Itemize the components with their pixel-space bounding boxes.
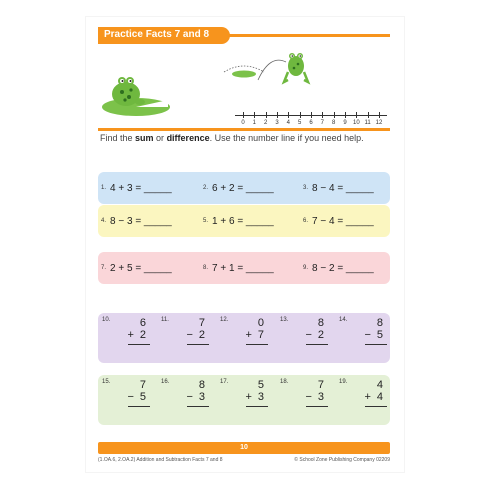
problem-bottom-number: 3 xyxy=(317,391,324,403)
problem-number: 12. xyxy=(220,317,229,323)
problem-row xyxy=(98,375,390,425)
problem-operator: + xyxy=(127,329,134,341)
problem-operator: − xyxy=(127,391,134,403)
problem-top-number: 0 xyxy=(257,317,264,329)
problem-bottom-line xyxy=(305,329,324,341)
problem-operator: + xyxy=(364,391,371,403)
problem-bottom-number: 3 xyxy=(198,391,205,403)
problem-bottom-line xyxy=(127,329,146,341)
problem-operator: − xyxy=(364,329,371,341)
problem-number: 7. xyxy=(101,265,107,271)
number-line-label: 9 xyxy=(343,120,347,126)
problem-number: 10. xyxy=(102,317,111,323)
horizontal-problem[interactable] xyxy=(303,205,374,237)
answer-line xyxy=(187,406,209,407)
number-line-tick xyxy=(311,112,312,118)
number-line-tick xyxy=(288,112,289,118)
problem-expression: 8 − 4 = _____ xyxy=(312,182,374,194)
problem-expression: 7 + 1 = _____ xyxy=(212,262,274,274)
problem-number: 9. xyxy=(303,265,309,271)
problem-number: 16. xyxy=(161,379,170,385)
vertical-problem[interactable] xyxy=(339,317,395,357)
problem-row xyxy=(98,252,390,284)
problem-number: 2. xyxy=(203,185,209,191)
problem-bottom-line xyxy=(186,329,205,341)
problem-bottom-number: 2 xyxy=(198,329,205,341)
problem-row xyxy=(98,205,390,237)
problem-number: 19. xyxy=(339,379,348,385)
problem-operator: − xyxy=(305,329,312,341)
problem-bottom-line xyxy=(364,329,383,341)
answer-line xyxy=(365,344,387,345)
problem-number: 17. xyxy=(220,379,229,385)
number-line-label: 6 xyxy=(309,120,313,126)
horizontal-problem[interactable] xyxy=(303,252,374,284)
answer-line xyxy=(128,344,150,345)
number-line-tick xyxy=(300,112,301,118)
problem-bottom-line xyxy=(364,391,383,403)
problem-operator: − xyxy=(186,329,193,341)
problem-number: 4. xyxy=(101,218,107,224)
number-line-label: 8 xyxy=(331,120,336,126)
problem-top-number: 7 xyxy=(317,379,324,391)
vertical-problem[interactable] xyxy=(280,317,336,357)
page-title: Practice Facts 7 and 8 xyxy=(104,29,210,40)
problem-top-number: 7 xyxy=(139,379,146,391)
problem-bottom-number: 5 xyxy=(139,391,146,403)
answer-line xyxy=(246,406,268,407)
jumping-frog-icon xyxy=(284,53,308,82)
problem-expression: 4 + 3 = _____ xyxy=(110,182,172,194)
number-line-tick xyxy=(277,112,278,118)
problem-number: 8. xyxy=(203,265,209,271)
problem-bottom-number: 2 xyxy=(317,329,324,341)
problem-top-number: 4 xyxy=(376,379,383,391)
number-line-tick xyxy=(345,112,346,118)
problem-top-number: 8 xyxy=(376,317,383,329)
header-rule xyxy=(98,128,390,131)
horizontal-problem[interactable] xyxy=(303,172,374,204)
number-line-label: 1 xyxy=(252,120,256,126)
problem-bottom-number: 2 xyxy=(139,329,146,341)
number-line-label: 7 xyxy=(320,120,324,126)
footer-bar xyxy=(98,442,390,454)
horizontal-problem[interactable] xyxy=(101,205,172,237)
instruction-text xyxy=(100,133,364,143)
answer-line xyxy=(365,406,387,407)
problem-row xyxy=(98,313,390,363)
problem-operator: + xyxy=(245,391,252,403)
problem-number: 14. xyxy=(339,317,348,323)
number-line-tick xyxy=(243,112,244,118)
problem-expression: 1 + 6 = _____ xyxy=(212,215,274,227)
publisher-note: © School Zone Publishing Company 02209 xyxy=(294,457,390,463)
answer-line xyxy=(187,344,209,345)
number-line-tick xyxy=(322,112,323,118)
problem-number: 13. xyxy=(280,317,289,323)
problem-top-number: 5 xyxy=(257,379,264,391)
small-lily-pad-icon xyxy=(232,71,256,78)
answer-line xyxy=(128,406,150,407)
problem-expression: 7 − 4 = _____ xyxy=(312,215,374,227)
instruction-sum: sum xyxy=(135,133,154,143)
number-line-tick xyxy=(254,112,255,118)
problem-number: 11. xyxy=(161,317,169,323)
problem-number: 5. xyxy=(203,218,209,224)
vertical-problem[interactable] xyxy=(161,317,217,357)
number-line-label: 12 xyxy=(375,120,383,126)
horizontal-problem[interactable] xyxy=(203,252,274,284)
problem-top-number: 6 xyxy=(139,317,146,329)
problem-expression: 2 + 5 = _____ xyxy=(110,262,172,274)
page-number: 10 xyxy=(240,444,248,451)
number-line xyxy=(235,111,387,129)
vertical-problem[interactable] xyxy=(161,379,217,419)
title-banner xyxy=(98,27,390,44)
problem-operator: + xyxy=(245,329,252,341)
problem-number: 18. xyxy=(280,379,289,385)
number-line-label: 10 xyxy=(352,120,360,126)
problem-number: 15. xyxy=(102,379,111,385)
vertical-problem[interactable] xyxy=(339,379,395,419)
number-line-label: 3 xyxy=(275,120,279,126)
problem-expression: 8 − 2 = _____ xyxy=(312,262,374,274)
number-line-label: 0 xyxy=(241,120,245,126)
problem-top-number: 8 xyxy=(198,379,205,391)
answer-line xyxy=(246,344,268,345)
number-line-tick xyxy=(334,112,335,118)
problem-bottom-line xyxy=(245,391,264,403)
number-line-label: 4 xyxy=(286,120,290,126)
problem-bottom-line xyxy=(305,391,324,403)
sitting-frog-icon xyxy=(112,77,145,106)
vertical-problem[interactable] xyxy=(102,379,158,419)
number-line-label: 5 xyxy=(297,120,302,126)
horizontal-problem[interactable] xyxy=(101,252,172,284)
instruction-part: or xyxy=(153,133,167,143)
vertical-problem[interactable] xyxy=(280,379,336,419)
number-line-tick xyxy=(266,112,267,118)
instruction-part: . Use the number line if you need help. xyxy=(209,133,364,143)
number-line-tick xyxy=(379,112,380,118)
answer-line xyxy=(306,344,328,345)
horizontal-problem[interactable] xyxy=(203,172,274,204)
problem-operator: − xyxy=(305,391,312,403)
problem-bottom-number: 5 xyxy=(376,329,383,341)
problem-bottom-line xyxy=(186,391,205,403)
horizontal-problem[interactable] xyxy=(203,205,274,237)
problem-bottom-number: 3 xyxy=(257,391,264,403)
instruction-difference: difference xyxy=(166,133,210,143)
problem-operator: − xyxy=(186,391,193,403)
number-line-tick xyxy=(368,112,369,118)
problem-bottom-number: 4 xyxy=(376,391,383,403)
vertical-problem[interactable] xyxy=(220,317,276,357)
number-line-label: 2 xyxy=(263,120,268,126)
problem-expression: 6 + 2 = _____ xyxy=(212,182,274,194)
problem-top-number: 7 xyxy=(198,317,205,329)
problem-row xyxy=(98,172,390,204)
problem-bottom-number: 7 xyxy=(257,329,264,341)
number-line-tick xyxy=(356,112,357,118)
vertical-problem[interactable] xyxy=(102,317,158,357)
problem-top-number: 8 xyxy=(317,317,324,329)
answer-line xyxy=(306,406,328,407)
standards-note: (1.OA.6, 2.OA.2) Addition and Subtraction Facts 7 and 8 xyxy=(98,457,223,463)
instruction-part: Find the xyxy=(100,133,136,143)
problem-number: 6. xyxy=(303,218,309,224)
horizontal-problem[interactable] xyxy=(101,172,172,204)
problem-number: 1. xyxy=(101,185,107,191)
problem-bottom-line xyxy=(127,391,146,403)
problem-expression: 8 − 3 = _____ xyxy=(110,215,172,227)
problem-number: 3. xyxy=(303,185,309,191)
problem-bottom-line xyxy=(245,329,264,341)
vertical-problem[interactable] xyxy=(220,379,276,419)
number-line-label: 11 xyxy=(364,120,371,126)
